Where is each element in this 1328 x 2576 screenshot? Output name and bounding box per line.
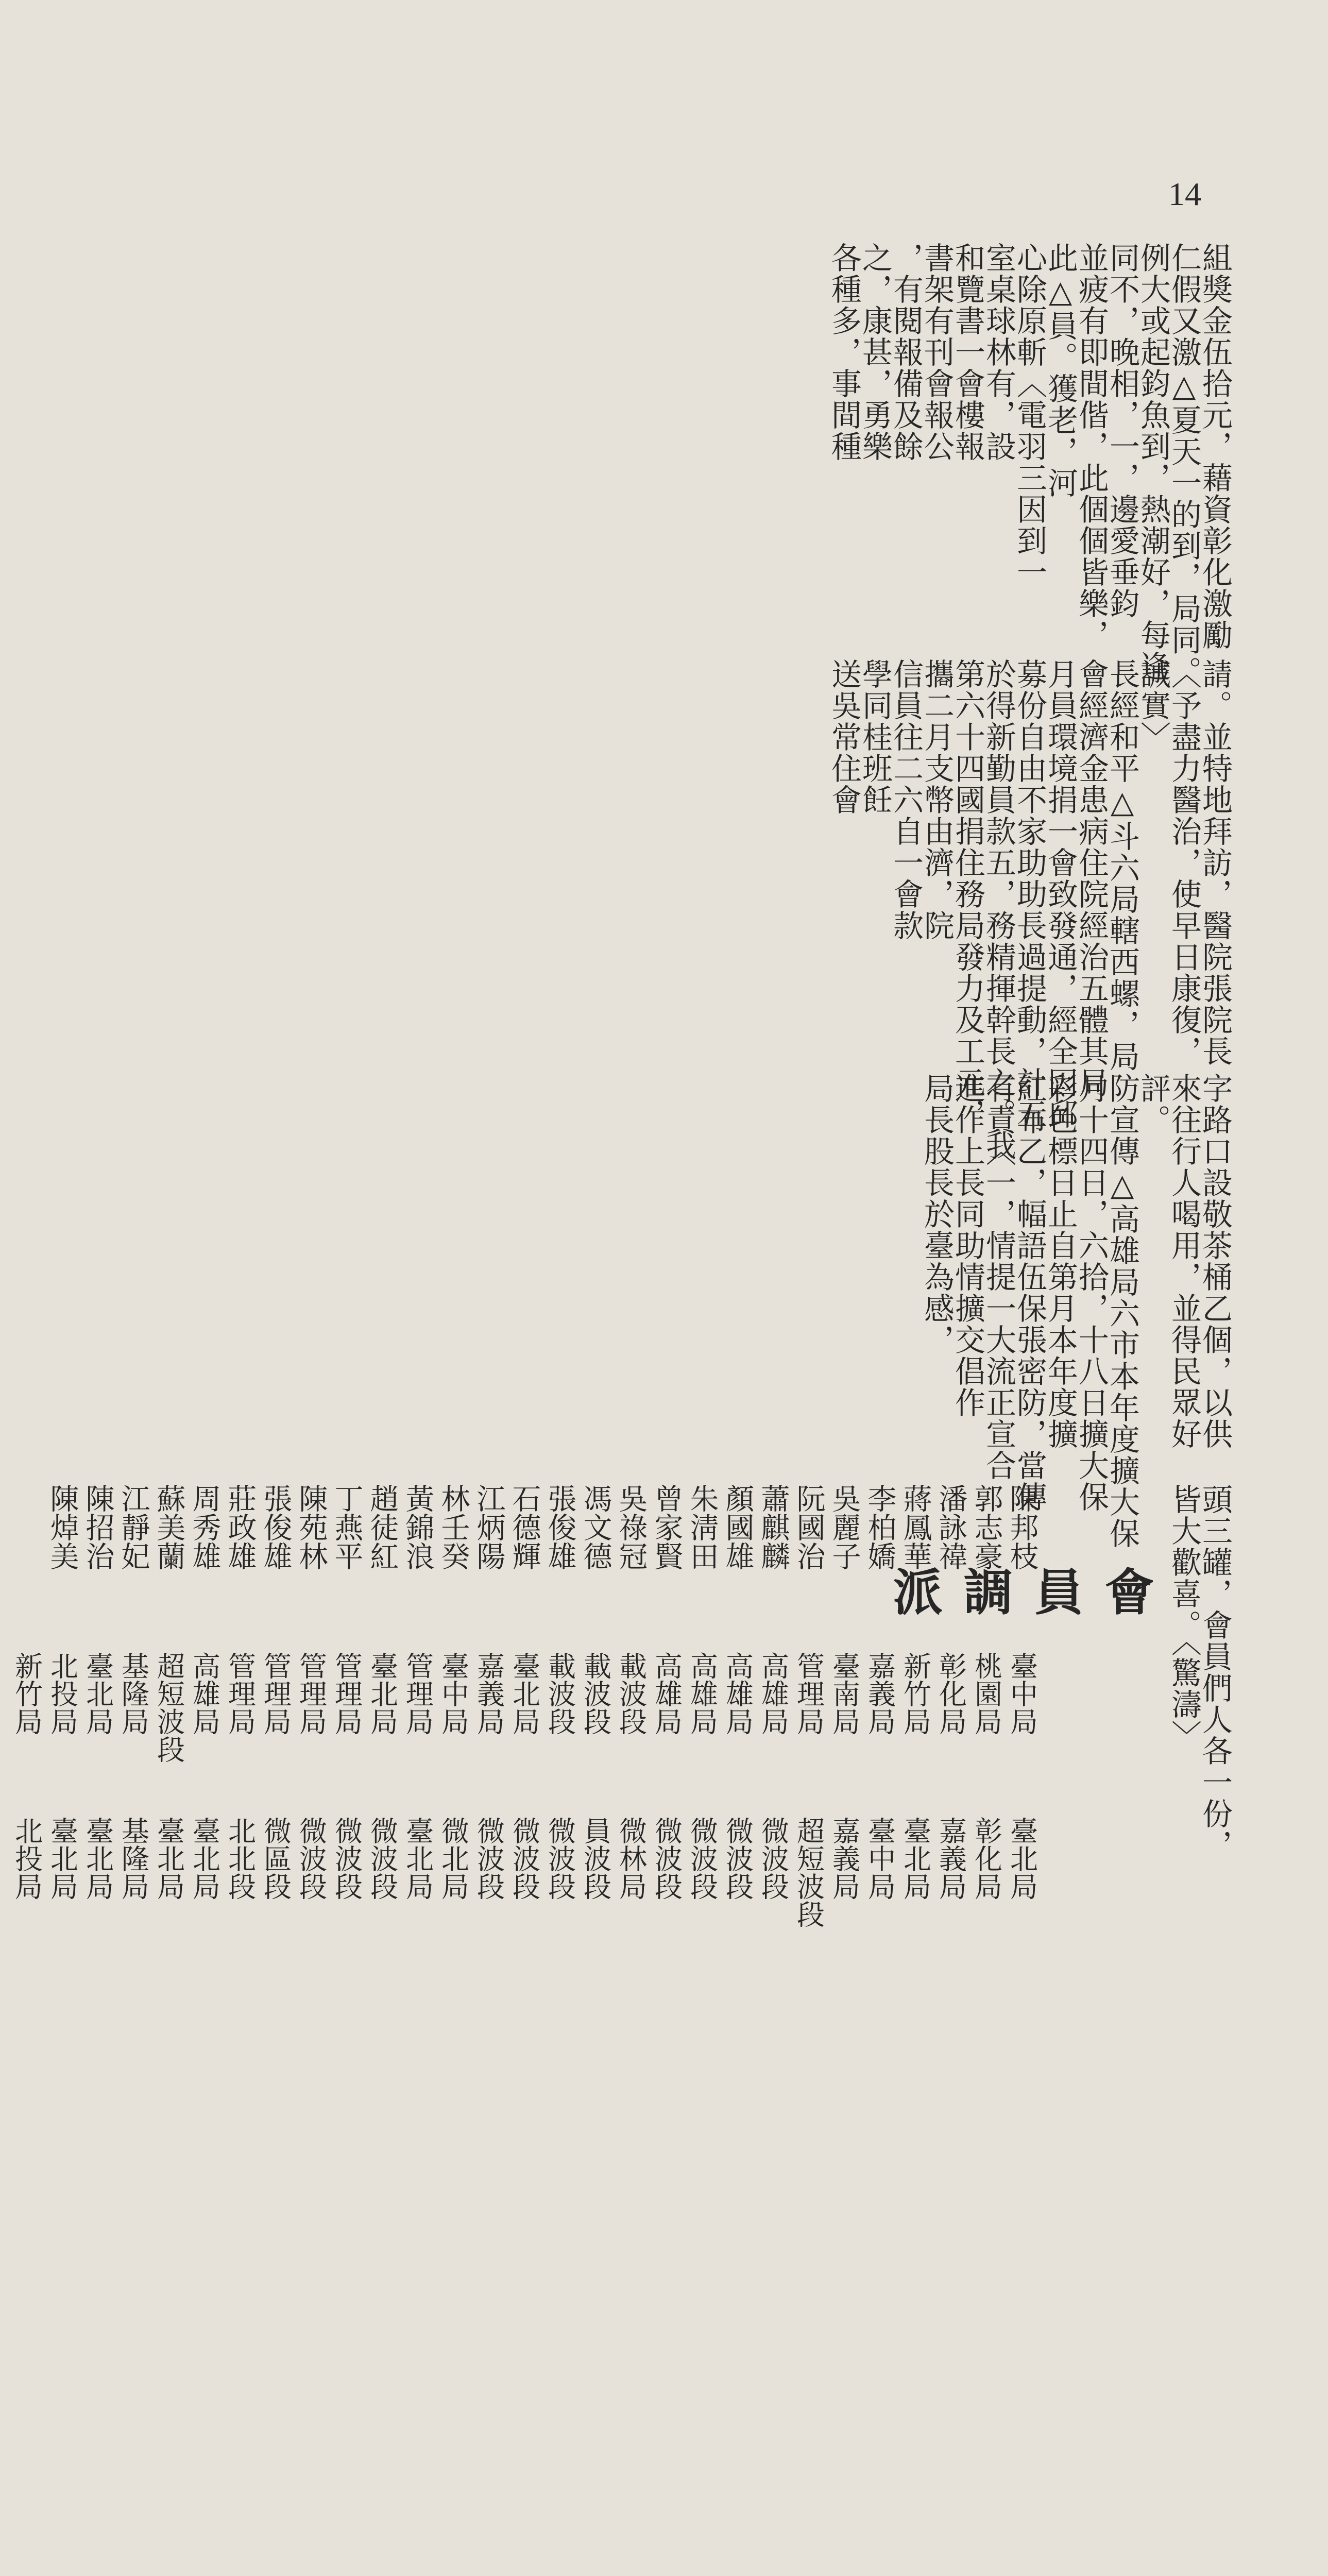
roster-new: 微林局 [615,1817,648,1900]
roster-name: 黃錦浪 [401,1484,435,1570]
text-column: 會經濟金患病住院經治五體其局 [1074,658,1109,1098]
roster-original: 高雄局 [188,1652,221,1735]
roster-original: 超短波段 [152,1652,185,1763]
roster-row [9,1484,44,1951]
roster-row [720,1484,755,1951]
roster-row [649,1484,684,1951]
roster-new: 微波段 [472,1817,505,1900]
roster-original: 載波段 [579,1652,612,1735]
roster-original: 臺北局 [81,1652,114,1735]
roster-new: 嘉義局 [828,1817,861,1900]
roster-row [258,1484,293,1951]
roster-name: 吳麗子 [827,1484,861,1570]
roster-name: 蔣鳳華 [898,1484,932,1570]
roster-new: 微波段 [366,1817,399,1900]
roster-row [1004,1484,1040,1951]
roster-new: 臺北局 [81,1817,114,1900]
roster-original: 管理局 [295,1652,328,1735]
text-column: 彩色標日止自第月本年度擴 [1043,1073,1078,1450]
roster-new: 基隆局 [117,1817,150,1900]
roster-row [755,1484,791,1951]
roster-row [222,1484,258,1951]
roster-row [542,1484,577,1951]
roster-name: 莊政雄 [223,1484,257,1570]
roster-original: 高雄局 [686,1652,719,1735]
text-column: 第六十四國捐住務局發力及工元， [950,658,985,1130]
text-column: 於得新勤員款五，務精揮幹長之。我 [981,658,1016,1161]
roster-new: 臺北局 [401,1817,434,1900]
text-column: 字路口設敬茶桶乙個，以供 [1197,1073,1233,1450]
text-column: 信員往二六自一會款 [888,658,924,941]
text-column: 有責〈一，情提一大流正宣合 [981,1073,1016,1481]
roster-new: 微波段 [650,1817,683,1900]
page-number: 14 [1168,176,1201,212]
roster-original: 嘉義局 [472,1652,505,1735]
text-column: 並疲有即間偕，此個個皆樂， [1074,242,1109,651]
roster-original: 管理局 [224,1652,257,1735]
roster-name: 郭志豪 [969,1484,1003,1570]
text-column: 組獎金伍拾元，藉資彰化激勵 [1197,242,1233,651]
roster-row [329,1484,364,1951]
roster-original: 新竹局 [899,1652,932,1735]
roster-original: 臺中局 [1006,1652,1038,1735]
text-column: 誠實〉 [1135,658,1171,753]
text-column: 來往行人喝用，並得民眾好 [1166,1073,1202,1450]
roster-name: 顏國雄 [721,1484,755,1570]
text-column: 室桌球林有，設 [981,242,1016,462]
roster-original: 管理局 [259,1652,292,1735]
text-column: 書架有刊會報公 [919,242,955,462]
text-column: 送吳常住會 [826,658,862,816]
roster-name: 吳祿冠 [614,1484,648,1570]
text-column: 月十四日，六拾，十八日擴大保 [1074,1073,1109,1513]
roster-row [684,1484,720,1951]
roster-new: 超短波段 [792,1817,825,1928]
roster-name: 陳苑林 [294,1484,328,1570]
roster-row [151,1484,186,1951]
roster-new: 微波段 [295,1817,328,1900]
text-column: 請。並特地拜訪，醫院張院長 [1197,658,1233,1067]
roster-new: 微波段 [330,1817,363,1900]
roster-row [471,1484,506,1951]
roster-row [186,1484,222,1951]
roster-row [364,1484,400,1951]
article-block-1 [826,242,1233,687]
roster-row [435,1484,471,1951]
roster-name: 陳邦枝 [1005,1484,1039,1570]
roster-original: 高雄局 [650,1652,683,1735]
roster-original: 高雄局 [757,1652,790,1735]
text-column: 進作上長同助情擴交倡作 [950,1073,985,1418]
text-column: 之，康甚，勇樂 [857,242,893,462]
roster-row [826,1484,862,1951]
text-column: 同不，晚相，一，邊愛垂鈞 [1104,242,1140,619]
roster-new: 臺中局 [863,1817,896,1900]
roster-row [862,1484,897,1951]
text-column: 募份自由不家助助長過提動，計五 [1012,658,1047,1130]
text-column: 此△員。獲老，河 [1043,242,1078,499]
roster-original: 桃園局 [970,1652,1003,1735]
text-column: 仁假又激△夏天一的到，局同。 [1166,242,1202,687]
roster-row [506,1484,542,1951]
roster-new: 微波段 [721,1817,754,1900]
roster-new: 微區段 [259,1817,292,1900]
roster-new: 微波段 [757,1817,790,1900]
roster-row [80,1484,115,1951]
roster-original: 新竹局 [10,1652,43,1735]
roster-original: 管理局 [330,1652,363,1735]
roster-name: 陳招治 [81,1484,115,1570]
roster-row [933,1484,968,1951]
roster-name: 張俊雄 [259,1484,293,1570]
article-block-3 [919,1073,1233,1549]
text-column: 皆大歡喜。〈驚濤〉 [1166,1484,1202,1752]
text-column: 攜二月支幣由濟，院 [919,658,955,941]
roster-row [115,1484,151,1951]
roster-original: 臺南局 [828,1652,861,1735]
text-column: 防宣傳△高雄局六市本年度擴大保 [1104,1073,1140,1549]
roster-row [400,1484,435,1951]
roster-name: 蘇美蘭 [152,1484,186,1570]
text-column: 例大或起鈞魚到，熱潮好，每逢 [1135,242,1171,682]
roster-name: 江炳陽 [472,1484,506,1570]
text-column: 月員環境捐一會致發通，經全因邱 [1043,658,1078,1130]
roster-name: 朱淸田 [685,1484,719,1570]
roster-new: 嘉義局 [934,1817,967,1900]
roster-row [613,1484,649,1951]
roster-name: 江靜妃 [116,1484,150,1570]
roster-new: 臺北局 [46,1817,79,1900]
roster-row [897,1484,933,1951]
roster-new: 北投局 [10,1817,43,1900]
roster-original: 臺中局 [437,1652,470,1735]
roster-original: 北投局 [46,1652,79,1735]
roster-name: 曾家賢 [650,1484,684,1570]
roster-new: 臺北局 [152,1817,185,1900]
roster-original: 載波段 [615,1652,648,1735]
roster-original: 彰化局 [934,1652,967,1735]
roster-new: 臺北局 [899,1817,932,1900]
roster-new: 臺北局 [188,1817,221,1900]
roster-name: 林壬癸 [436,1484,470,1570]
roster-original: 嘉義局 [863,1652,896,1735]
roster-new: 微波段 [686,1817,719,1900]
text-column: 長經和平△斗六局轄西螺，局 [1104,658,1140,1072]
roster-original: 基隆局 [117,1652,150,1735]
roster-title: 會員調派 [885,1566,1155,1621]
roster-original: 高雄局 [721,1652,754,1735]
roster-new: 微北局 [437,1817,470,1900]
roster-name [11,1484,42,1607]
roster-row [44,1484,80,1951]
roster-new: 北北段 [224,1817,257,1900]
roster-original: 臺北局 [508,1652,541,1735]
roster-name: 石德輝 [507,1484,541,1570]
roster-name: 趙徒紅 [365,1484,399,1570]
text-column: 評。 [1135,1073,1171,1136]
roster-row [577,1484,613,1951]
roster-original: 管理局 [792,1652,825,1735]
text-column: 〈予盡力醫治，使早日康復， [1166,658,1202,1067]
text-column: 局長股長於臺為感， [919,1073,955,1355]
text-column: 紅布乙，幅語伍保張密防，當傳 [1012,1073,1047,1513]
roster-new: 微波段 [508,1817,541,1900]
roster-name: 李柏嬌 [863,1484,897,1570]
roster-name: 馮文德 [578,1484,612,1570]
roster-new: 微波段 [543,1817,576,1900]
text-column: 頭三罐，會員們人各一份， [1197,1484,1233,1861]
roster-original: 載波段 [543,1652,576,1735]
roster-row [293,1484,329,1951]
text-column: 和覽書一會樓報 [950,242,985,462]
text-column: 各種多，事間種 [826,242,862,462]
roster-new: 員波段 [579,1817,612,1900]
roster-name: 張俊雄 [543,1484,577,1570]
roster-name: 阮國治 [792,1484,826,1570]
roster-new: 臺北局 [1006,1817,1038,1900]
roster-table [9,1484,1040,1951]
text-column: 心除原斬〈電羽三因到一 [1012,242,1047,588]
roster-original: 臺北局 [366,1652,399,1735]
roster-new: 彰化局 [970,1817,1003,1900]
article-block-4 [1166,1484,1233,1861]
roster-original: 管理局 [401,1652,434,1735]
roster-row [791,1484,826,1951]
text-column: ，有閱報備及餘 [888,242,924,462]
roster-name: 陳焯美 [45,1484,79,1570]
roster-name: 周秀雄 [188,1484,222,1570]
roster-name: 潘詠禕 [934,1484,968,1570]
roster-name: 蕭麒麟 [756,1484,790,1570]
roster-row [968,1484,1004,1951]
text-column: 學同桂班飪 [857,658,893,816]
roster-name: 丁燕平 [330,1484,364,1570]
